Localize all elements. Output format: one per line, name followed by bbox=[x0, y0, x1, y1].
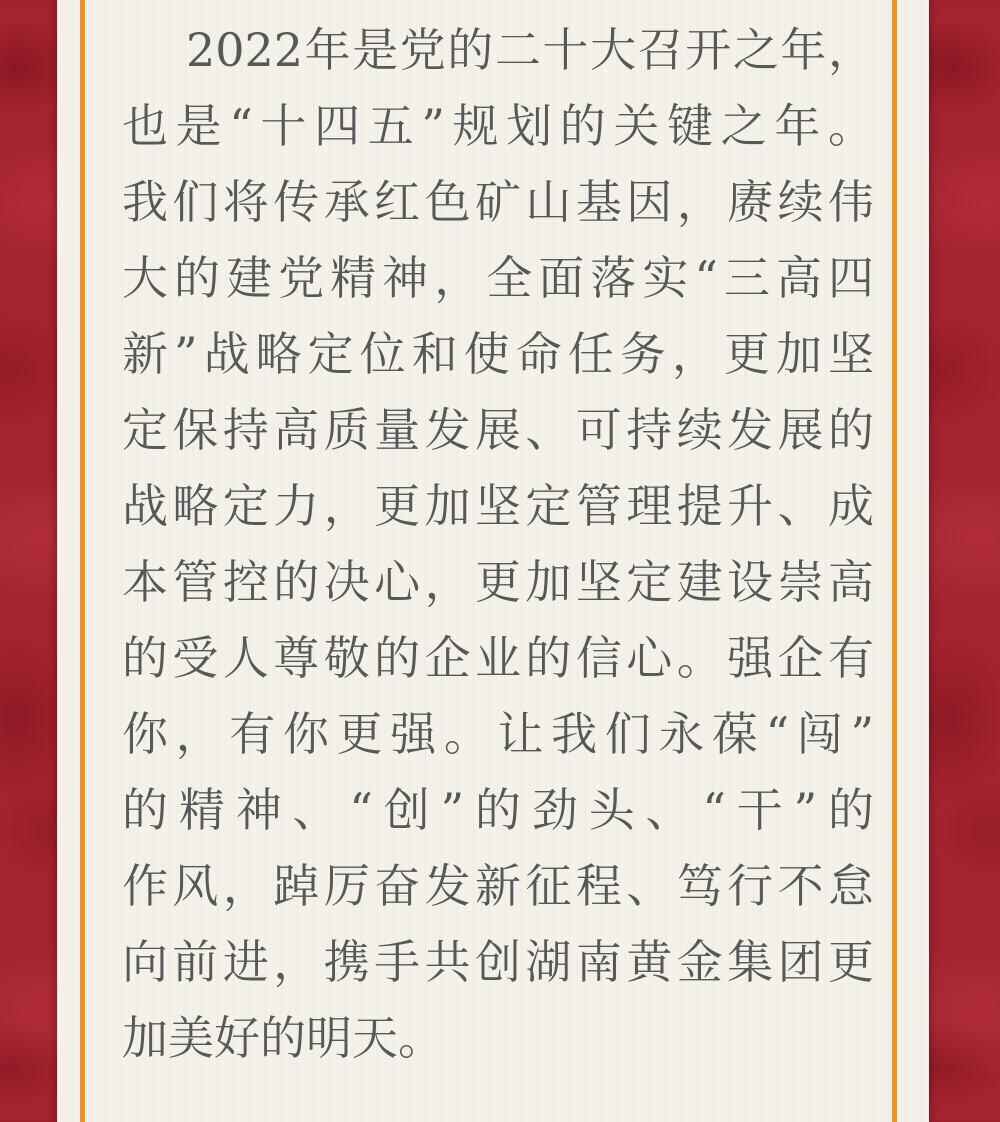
text-line: 新”战略定位和使命任务，更加坚 bbox=[122, 327, 874, 381]
text-line: 的精神、“创”的劲头、“干”的 bbox=[122, 783, 874, 837]
text-line: 你，有你更强。让我们永葆“闯” bbox=[122, 707, 874, 761]
text-line: 2022年是党的二十大召开之年， bbox=[186, 23, 874, 77]
text-line: 我们将传承红色矿山基因，赓续伟 bbox=[122, 175, 874, 229]
text-line: 作风，踔厉奋发新征程、笃行不怠 bbox=[122, 859, 874, 913]
text-line: 向前进，携手共创湖南黄金集团更 bbox=[122, 935, 874, 989]
text-line: 的受人尊敬的企业的信心。强企有 bbox=[122, 631, 874, 685]
right-red-border bbox=[929, 0, 1000, 1122]
paper-panel bbox=[57, 0, 929, 1122]
text-line: 定保持高质量发展、可持续发展的 bbox=[122, 403, 874, 457]
text-line: 本管控的决心，更加坚定建设崇高 bbox=[122, 555, 874, 609]
right-paper-gutter bbox=[897, 0, 929, 1122]
left-red-border bbox=[0, 0, 57, 1122]
text-line: 加美好的明天。 bbox=[122, 1011, 444, 1065]
article-body bbox=[85, 0, 892, 1122]
left-paper-gutter bbox=[57, 0, 80, 1122]
text-line: 也是“十四五”规划的关键之年。 bbox=[122, 99, 874, 153]
text-line: 战略定力，更加坚定管理提升、成 bbox=[122, 479, 874, 533]
text-line: 大的建党精神，全面落实“三高四 bbox=[122, 251, 874, 305]
